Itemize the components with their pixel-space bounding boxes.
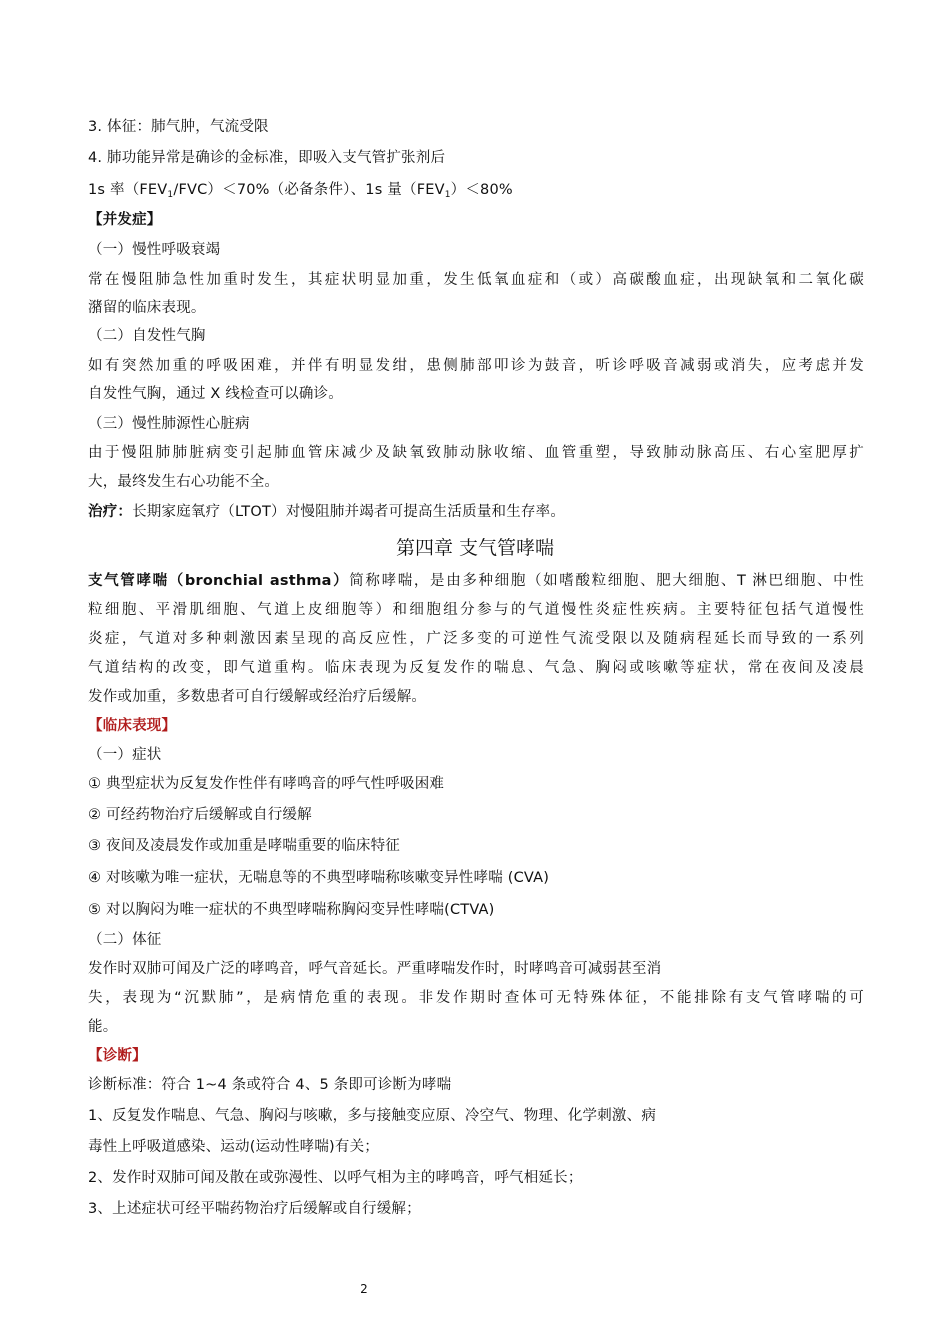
section-header-clinical: 【临床表现】 <box>88 718 177 734</box>
subsection-title: （三）慢性肺源性心脏病 <box>88 416 250 432</box>
fev-ratio-line: 1s 率$(FEV_1/FVC)<70\%$（必备条件）、1s 量$(FEV_1)<80\%$ <box>88 182 513 200</box>
paragraph-line: 发作或加重，多数患者可自行缓解或经治疗后缓解。 <box>88 689 427 705</box>
paragraph-line: 能。 <box>88 1019 118 1035</box>
symptom-item: ⑤ 对以胸闷为唯一症状的不典型哮喘称胸闷变异性哮喘(CTVA) <box>88 902 495 918</box>
paragraph-line: 粒细胞、平滑肌细胞、气道上皮细胞等）和细胞组分参与的气道慢性炎症性疾病。主要特征包括气道慢性 <box>88 602 864 618</box>
symptom-item: ④ 对咳嗽为唯一症状，无喘息等的不典型哮喘称咳嗽变异性哮喘 (CVA) <box>88 870 550 886</box>
chapter-title: 第四章 支气管哮喘 <box>395 537 555 559</box>
paragraph-line: 发作时双肺可闻及广泛的哮鸣音，呼气音延长。严重哮喘发作时，时哮鸣音可减弱甚至消 <box>88 961 662 977</box>
subsection-title: （二）自发性气胸 <box>88 328 206 344</box>
paragraph-line: 由于慢阻肺肺脏病变引起肺血管床减少及缺氧致肺动脉收缩、血管重塑，导致肺动脉高压、右心室肥厚扩 <box>88 445 864 461</box>
paragraph-line: 自发性气胸，通过 X 线检查可以确诊。 <box>88 386 343 402</box>
paragraph-line: 常在慢阻肺急性加重时发生，其症状明显加重，发生低氧血症和（或）高碳酸血症，出现缺氧和二氧化碳 <box>88 272 864 288</box>
criteria-item: 毒性上呼吸道感染、运动(运动性哮喘)有关； <box>88 1139 380 1155</box>
criteria-item: 1、反复发作喘息、气急、胸闷与咳嗽，多与接触变应原、冷空气、物理、化学刺激、病 <box>88 1108 657 1124</box>
text-line: 4. 肺功能异常是确诊的金标准，即吸入支气管扩张剂后 <box>88 150 446 166</box>
subsection-title: （一）症状 <box>88 747 162 763</box>
paragraph-line: 如有突然加重的呼吸困难，并伴有明显发绀，患侧肺部叩诊为鼓音，听诊呼吸音减弱或消失，应考虑并发 <box>88 358 864 374</box>
criteria-item: 2、发作时双肺可闻及散在或弥漫性、以呼气相为主的哮鸣音，呼气相延长； <box>88 1170 583 1186</box>
symptom-item: ② 可经药物治疗后缓解或自行缓解 <box>88 807 312 823</box>
criteria-line: 诊断标准：符合 1~4 条或符合 4、5 条即可诊断为哮喘 <box>88 1077 452 1093</box>
paragraph-line: 炎症，气道对多种刺激因素呈现的高反应性，广泛多变的可逆性气流受限以及随病程延长而导致的一系列 <box>88 631 864 647</box>
subsection-title: （二）体征 <box>88 932 162 948</box>
intro-line: 支气管哮喘（bronchial asthma）简称哮喘，是由多种细胞（如嗜酸粒细胞、肥大细胞、T 淋巴细胞、中性 <box>88 573 864 589</box>
text-line: 3. 体征：肺气肿，气流受限 <box>88 119 269 135</box>
symptom-item: ③ 夜间及凌晨发作或加重是哮喘重要的临床特征 <box>88 838 401 854</box>
page-number: 2 <box>360 1282 368 1296</box>
paragraph-line: 大，最终发生右心功能不全。 <box>88 474 280 490</box>
symptom-item: ① 典型症状为反复发作性伴有哮鸣音的呼气性呼吸困难 <box>88 776 445 792</box>
criteria-item: 3、上述症状可经平喘药物治疗后缓解或自行缓解； <box>88 1201 421 1217</box>
section-header-complications: 【并发症】 <box>88 212 162 228</box>
subsection-title: （一）慢性呼吸衰竭 <box>88 242 221 258</box>
treatment-line: 治疗：长期家庭氧疗（LTOT）对慢阻肺并竭者可提高生活质量和生存率。 <box>88 504 566 520</box>
section-header-diagnosis: 【诊断】 <box>88 1048 147 1064</box>
paragraph-line: 潴留的临床表现。 <box>88 300 206 316</box>
paragraph-line: 气道结构的改变，即气道重构。临床表现为反复发作的喘息、气急、胸闷或咳嗽等症状，常在夜间及凌晨 <box>88 660 864 676</box>
paragraph-line: 失，表现为“沉默肺”，是病情危重的表现。非发作期时查体可无特殊体征，不能排除有支气管哮喘的可 <box>88 990 864 1006</box>
